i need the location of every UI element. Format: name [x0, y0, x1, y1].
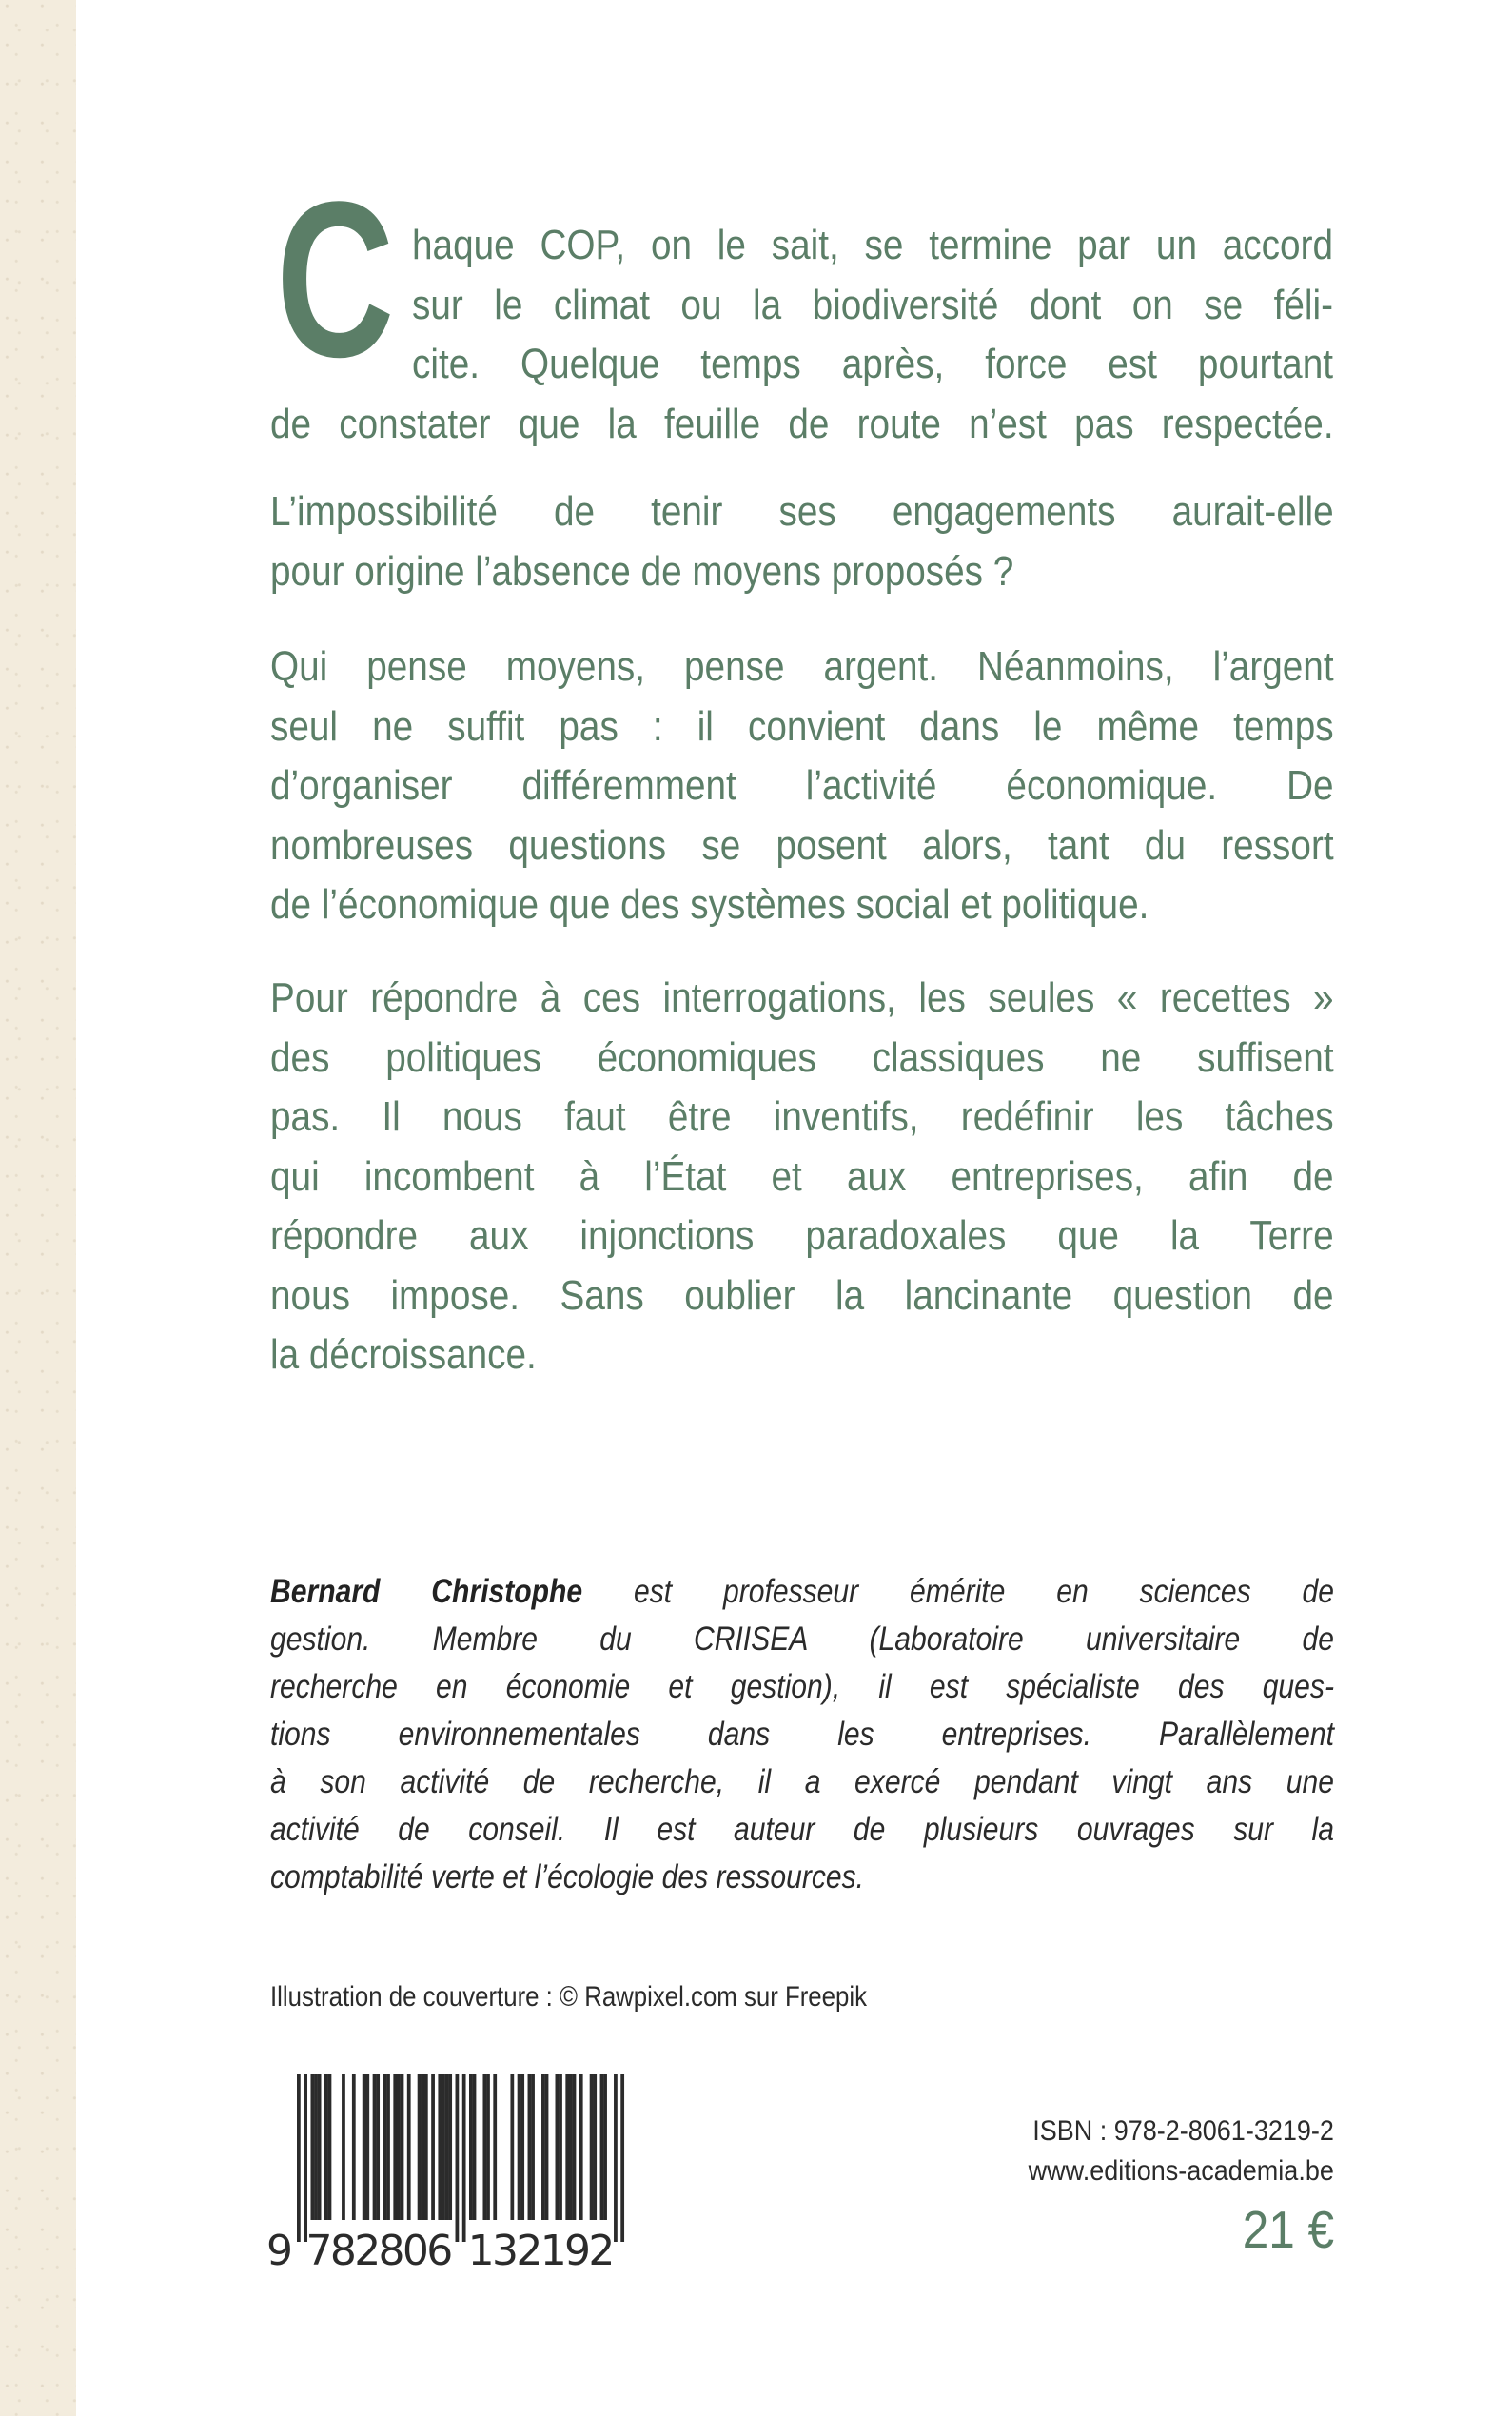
bio-text: est professeur émérite en sciences de [582, 1573, 1334, 1610]
barcode-digit: 8 [378, 2227, 405, 2275]
barcode-bar [579, 2074, 583, 2220]
blurb-paragraph-1 [270, 216, 1479, 454]
barcode-bar [565, 2074, 569, 2220]
barcode-bar [614, 2074, 618, 2242]
barcode-bar [304, 2074, 307, 2242]
barcode-bar [397, 2074, 401, 2220]
blurb-paragraph-3 [270, 638, 1479, 935]
barcode-digit: 8 [329, 2227, 357, 2275]
barcode-bar [445, 2074, 449, 2220]
isbn-number: ISBN : 978-2-8061-3219-2 [1032, 2115, 1334, 2147]
barcode-bar [386, 2074, 390, 2220]
barcode-bar [469, 2074, 473, 2220]
barcode-bar [328, 2074, 332, 2220]
barcode-bar [442, 2074, 445, 2220]
barcode-bar [528, 2074, 532, 2220]
bio-line: comptabilité verte et l’écologie des ressources. [270, 1858, 865, 1895]
text-line: pour origine l’absence de moyens proposés ? [270, 547, 1014, 595]
barcode-bar [486, 2074, 490, 2220]
barcode-bar [510, 2074, 514, 2220]
drop-cap: C [276, 156, 395, 403]
text-line: pas. Il nous faut être inventifs, redéfinir les tâches [270, 1093, 1334, 1140]
barcode-bar [297, 2074, 301, 2242]
text-line: sur le climat ou la biodiversité dont on se féli- [412, 281, 1333, 328]
text-line: Qui pense moyens, pense argent. Néanmoins, l’argent [270, 643, 1334, 690]
barcode-bar [603, 2074, 607, 2220]
barcode-bar [559, 2074, 562, 2220]
barcode-digit: 7 [305, 2227, 333, 2275]
barcode-digit: 1 [467, 2227, 495, 2275]
barcode-bar [352, 2074, 356, 2220]
barcode-digit: 3 [492, 2227, 520, 2275]
author-name: Bernard Christophe [270, 1573, 583, 1610]
text-line: cite. Quelque temps après, force est pourtant [412, 341, 1333, 387]
barcode-bar [593, 2074, 597, 2220]
barcode-bar [376, 2074, 380, 2220]
barcode-bar [363, 2074, 366, 2220]
barcode-bar [421, 2074, 424, 2220]
barcode-digit: 1 [540, 2227, 567, 2275]
bio-line [270, 1568, 1334, 1616]
barcode-bar [556, 2074, 560, 2220]
barcode-digit: 2 [354, 2227, 382, 2275]
barcode-bar [541, 2074, 545, 2220]
text-line: seul ne suffit pas : il convient dans le même temps [270, 702, 1334, 750]
price: 21 € [1242, 2200, 1334, 2259]
author-bio [270, 1568, 1507, 1901]
text-line: répondre aux injonctions paradoxales que la Terre [270, 1212, 1334, 1259]
text-line: L’impossibilité de tenir ses engagements aurait-elle [270, 488, 1334, 535]
barcode-digit: 6 [426, 2227, 454, 2275]
barcode-bar [520, 2074, 524, 2220]
barcode-bar [473, 2074, 477, 2220]
barcode-bar [545, 2074, 549, 2220]
barcode-bar [518, 2074, 521, 2220]
barcode-bar [407, 2074, 411, 2220]
text-line: nombreuses questions se posent alors, tant du ressort [270, 821, 1334, 869]
barcode-bar [373, 2074, 377, 2220]
isbn-barcode [257, 2065, 657, 2284]
barcode-bar [324, 2074, 328, 2220]
text-line: des politiques économiques classiques ne suffisent [270, 1033, 1334, 1081]
barcode-bar [365, 2074, 369, 2220]
barcode-bar [431, 2074, 435, 2220]
blurb-paragraph-2 [270, 482, 1479, 601]
barcode-bar [314, 2074, 318, 2220]
barcode-bar [383, 2074, 387, 2220]
barcode-bar [573, 2074, 577, 2220]
text-line: nous impose. Sans oublier la lancinante question de [270, 1271, 1334, 1319]
barcode-bar [462, 2074, 466, 2242]
barcode-bar [590, 2074, 594, 2220]
barcode-bar [393, 2074, 397, 2220]
bio-line: tions environnementales dans les entreprises. Parallèlement [270, 1716, 1334, 1753]
barcode-bar [318, 2074, 322, 2220]
barcode-bar [310, 2074, 314, 2220]
barcode-digit: 9 [564, 2227, 592, 2275]
bio-line: à son activité de recherche, il a exercé pendant vingt ans une [270, 1763, 1334, 1800]
barcode-bar [342, 2074, 345, 2220]
cover-illustration-credit: Illustration de couverture : © Rawpixel.com sur Freepik [270, 1981, 867, 2013]
text-line: de l’économique que des systèmes social et politique. [270, 881, 1149, 928]
barcode-bar [438, 2074, 442, 2220]
bio-line: gestion. Membre du CRIISEA (Laboratoire universitaire de [270, 1620, 1334, 1658]
barcode-digit: 9 [266, 2227, 293, 2275]
barcode-bar [418, 2074, 422, 2220]
text-line: haque COP, on le sait, se termine par un accord [412, 222, 1333, 268]
barcode-bar [456, 2074, 460, 2242]
barcode-bar [531, 2074, 535, 2220]
barcode-bar [493, 2074, 497, 2220]
paper-texture-strip [0, 0, 76, 2416]
barcode-bar [569, 2074, 573, 2220]
text-line: la décroissance. [270, 1331, 537, 1378]
barcode-digit: 2 [588, 2227, 616, 2275]
barcode-bar [448, 2074, 452, 2220]
publisher-website: www.editions-academia.be [1028, 2155, 1334, 2187]
text-line: Pour répondre à ces interrogations, les seules « recettes » [270, 974, 1334, 1021]
barcode-bar [401, 2074, 404, 2220]
text-line: d’organiser différemment l’activité économique. De [270, 762, 1334, 809]
barcode-bar [620, 2074, 624, 2242]
text-line: qui incombent à l’État et aux entreprises, afin de [270, 1152, 1334, 1200]
barcode-digit: 2 [516, 2227, 543, 2275]
bio-line: activité de conseil. Il est auteur de plusieurs ouvrages sur la [270, 1811, 1334, 1848]
blurb-paragraph-4 [270, 969, 1479, 1385]
barcode-bar [424, 2074, 428, 2220]
text-line: de constater que la feuille de route n’est pas respectée. [270, 400, 1334, 447]
bio-line: recherche en économie et gestion), il est spécialiste des ques- [270, 1668, 1334, 1705]
barcode-bar [482, 2074, 486, 2220]
barcode-digit: 0 [402, 2227, 429, 2275]
barcode-bar [600, 2074, 604, 2220]
